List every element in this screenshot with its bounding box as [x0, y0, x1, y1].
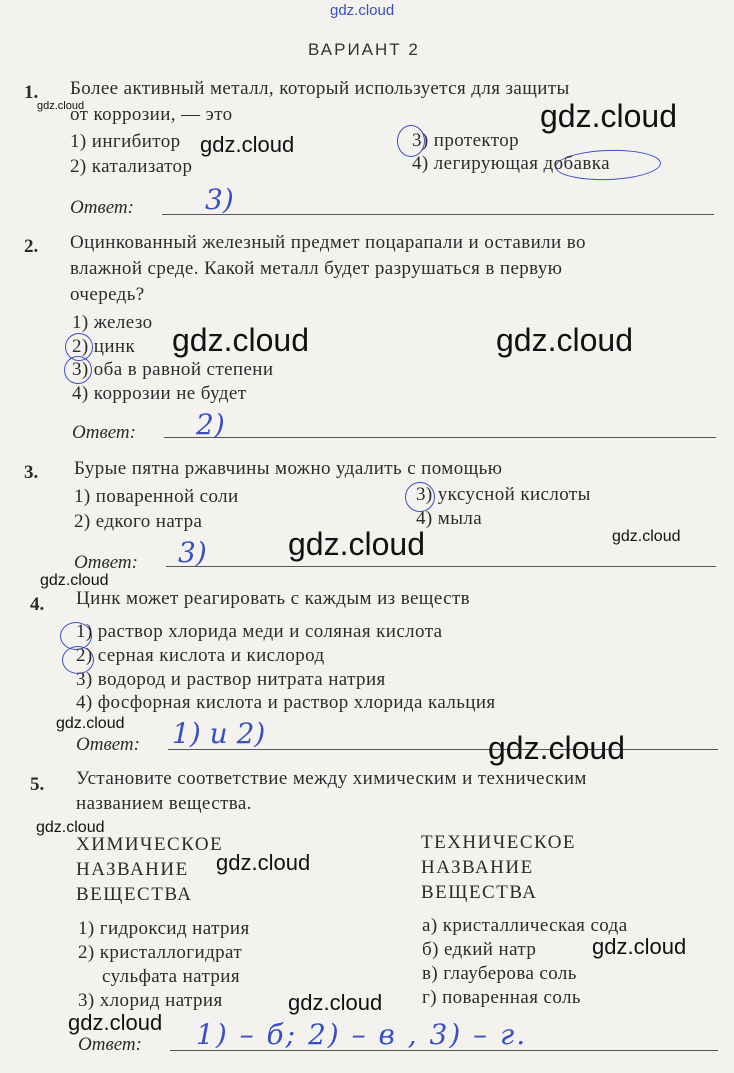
- watermark: gdz.cloud: [488, 730, 625, 766]
- q1-option-4: 4) легирующая добавка: [412, 153, 610, 174]
- watermark: gdz.cloud: [40, 572, 109, 589]
- watermark: gdz.cloud: [68, 1010, 163, 1035]
- q5-right-item-a: а) кристаллическая сода: [422, 915, 628, 936]
- q2-option-4: 4) коррозии не будет: [72, 383, 247, 404]
- q5-left-item-3: 3) хлорид натрия: [78, 990, 223, 1011]
- watermark: gdz.cloud: [37, 100, 85, 112]
- q3-option-1: 1) поваренной соли: [74, 486, 239, 507]
- q4-option-2: 2) серная кислота и кислород: [76, 645, 325, 666]
- q5-answer-label: Ответ:: [78, 1034, 142, 1055]
- watermark-top: gdz.cloud: [330, 2, 395, 19]
- q5-right-item-d: г) поваренная соль: [422, 987, 581, 1008]
- q1-text-line1: Более активный металл, который используется для защиты: [70, 78, 570, 99]
- q2-option-2: 2) цинк: [72, 336, 136, 357]
- answer-line: [166, 566, 716, 567]
- q4-text-line1: Цинк может реагировать с каждым из веществ: [76, 588, 471, 609]
- q2-answer-label: Ответ:: [72, 422, 136, 443]
- q5-left-item-1: 1) гидроксид натрия: [78, 918, 250, 939]
- q5-right-heading: [421, 830, 576, 905]
- q3-option-3: 3) уксусной кислоты: [416, 484, 591, 505]
- watermark: gdz.cloud: [36, 819, 105, 836]
- q1-answer-handwritten: 3): [205, 183, 234, 216]
- watermark: gdz.cloud: [288, 526, 425, 562]
- variant-title: ВАРИАНТ 2: [308, 40, 420, 59]
- q5-text-line2: названием вещества.: [76, 793, 252, 814]
- watermark: gdz.cloud: [56, 715, 125, 732]
- q5-left-item-2: 2) кристаллогидрат: [78, 942, 243, 963]
- watermark: gdz.cloud: [612, 528, 681, 545]
- q5-left-heading: [76, 832, 223, 907]
- q1-answer-label: Ответ:: [70, 197, 134, 218]
- q2-option-3: 3) оба в равной степени: [72, 359, 274, 380]
- q5-right-item-b: б) едкий натр: [422, 939, 537, 960]
- q5-left-heading-line: НАЗВАНИЕ: [76, 859, 189, 880]
- answer-line: [164, 437, 716, 438]
- q1-text-line2: от коррозии, — это: [70, 104, 233, 125]
- q4-option-4: 4) фосфорная кислота и раствор хлорида кальция: [76, 692, 496, 713]
- watermark: gdz.cloud: [592, 934, 687, 959]
- q4-answer-handwritten: 1) и 2): [172, 717, 266, 750]
- q3-option-2: 2) едкого натра: [74, 511, 203, 532]
- q5-right-heading-line: ВЕЩЕСТВА: [421, 882, 538, 903]
- watermark: gdz.cloud: [172, 322, 309, 358]
- q1-option-3: 3) протектор: [412, 130, 520, 151]
- q1-option-2: 2) катализатор: [70, 156, 193, 177]
- q2-text-line2: влажной среде. Какой металл будет разрушаться в первую: [70, 258, 563, 279]
- answer-label-text: Ответ: [76, 734, 134, 755]
- q4-option-1: 1) раствор хлорида меди и соляная кислота: [76, 621, 443, 642]
- answer-label-text: Ответ: [70, 197, 128, 218]
- q2-option-1: 1) железо: [72, 312, 153, 333]
- answer-line: [162, 214, 714, 215]
- q4-option-3: 3) водород и раствор нитрата натрия: [76, 669, 386, 690]
- watermark: gdz.cloud: [288, 990, 383, 1015]
- q2-answer-handwritten: 2): [196, 408, 225, 441]
- q3-answer-label: Ответ:: [74, 552, 138, 573]
- answer-label-text: Ответ: [78, 1034, 136, 1055]
- watermark: gdz.cloud: [540, 98, 677, 134]
- answer-label-text: Ответ: [72, 422, 130, 443]
- answer-label-text: Ответ: [74, 552, 132, 573]
- q5-number: 5.: [30, 774, 45, 795]
- q4-answer-label: Ответ:: [76, 734, 140, 755]
- q1-number: 1.: [24, 82, 39, 103]
- q5-answer-handwritten: 1) – б; 2) – в , 3) – г.: [196, 1018, 528, 1051]
- q2-text-line1: Оцинкованный железный предмет поцарапали и оставили во: [70, 232, 586, 253]
- q1-option-1: 1) ингибитор: [70, 131, 181, 152]
- q5-left-item-2-cont: сульфата натрия: [102, 966, 241, 987]
- q5-left-heading-line: ВЕЩЕСТВА: [76, 884, 193, 905]
- q5-right-heading-line: НАЗВАНИЕ: [421, 857, 534, 878]
- q5-text-line1: Установите соответствие между химическим и техническим: [76, 768, 587, 789]
- q2-number: 2.: [24, 236, 39, 257]
- q4-number: 4.: [30, 594, 45, 615]
- q3-text-line1: Бурые пятна ржавчины можно удалить с помощью: [74, 458, 503, 479]
- q3-answer-handwritten: 3): [178, 536, 207, 569]
- watermark: gdz.cloud: [496, 322, 633, 358]
- q5-left-heading-line: ХИМИЧЕСКОЕ: [76, 834, 224, 855]
- q5-right-item-c: в) глауберова соль: [422, 963, 577, 984]
- q3-option-4: 4) мыла: [416, 508, 483, 529]
- q2-text-line3: очередь?: [70, 284, 145, 305]
- watermark: gdz.cloud: [216, 850, 311, 875]
- watermark: gdz.cloud: [200, 132, 295, 157]
- q5-right-heading-line: ТЕХНИЧЕСКОЕ: [421, 832, 577, 853]
- q3-number: 3.: [24, 462, 39, 483]
